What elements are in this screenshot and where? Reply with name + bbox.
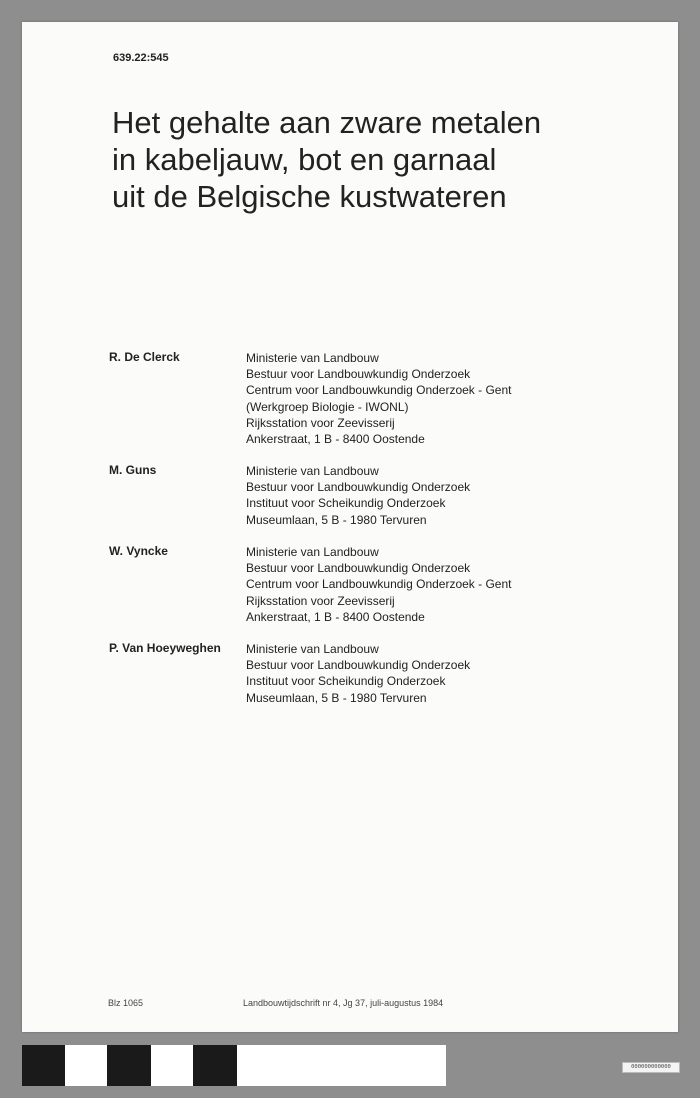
affiliation-line: Bestuur voor Landbouwkundig Onderzoek [246,561,471,576]
document-title [112,104,652,215]
affiliation-line: Bestuur voor Landbouwkundig Onderzoek [246,480,471,495]
author-name: R. De Clerck [109,350,180,364]
journal-reference: Landbouwtijdschrift nr 4, Jg 37, juli-augustus 1984 [243,998,444,1008]
affiliation-line: Ankerstraat, 1 B - 8400 Oostende [246,432,425,447]
title-line: in kabeljauw, bot en garnaal [112,142,497,177]
author-affiliation [246,544,646,625]
affiliation-line: Instituut voor Scheikundig Onderzoek [246,674,446,689]
affiliation-line: Instituut voor Scheikundig Onderzoek [246,496,446,511]
author-affiliation [246,350,646,447]
affiliation-line: Ministerie van Landbouw [246,464,379,478]
affiliation-line: Rijksstation voor Zeevisserij [246,593,395,608]
author-name: M. Guns [109,463,157,477]
title-line: Het gehalte aan zware metalen [112,105,542,140]
affiliation-line: Centrum voor Landbouwkundig Onderzoek - Gent [246,577,512,592]
calibration-black-patch [193,1045,237,1086]
calibration-strip [22,1045,446,1086]
affiliation-line: Museumlaan, 5 B - 1980 Tervuren [246,690,427,705]
title-line: uit de Belgische kustwateren [112,179,507,214]
author-name: W. Vyncke [109,544,168,558]
classification-code: 639.22:545 [113,52,169,64]
affiliation-line: Centrum voor Landbouwkundig Onderzoek - Gent [246,383,512,398]
affiliation-line: Rijksstation voor Zeevisserij [246,415,395,430]
author-affiliation [246,641,646,706]
calibration-black-patch [22,1045,65,1086]
page-number: Blz 1065 [108,998,144,1008]
author-affiliation [246,463,646,528]
author-name: P. Van Hoeyweghen [109,641,221,655]
affiliation-line: Museumlaan, 5 B - 1980 Tervuren [246,512,427,527]
affiliation-line: Ankerstraat, 1 B - 8400 Oostende [246,609,425,624]
barcode-label: 000000000000 [622,1062,680,1073]
affiliation-line: (Werkgroep Biologie - IWONL) [246,399,409,414]
affiliation-line: Bestuur voor Landbouwkundig Onderzoek [246,658,471,673]
calibration-black-patch [107,1045,151,1086]
document-page [22,22,678,1032]
affiliation-line: Ministerie van Landbouw [246,545,379,559]
affiliation-line: Ministerie van Landbouw [246,351,379,365]
affiliation-line: Bestuur voor Landbouwkundig Onderzoek [246,367,471,382]
affiliation-line: Ministerie van Landbouw [246,642,379,656]
